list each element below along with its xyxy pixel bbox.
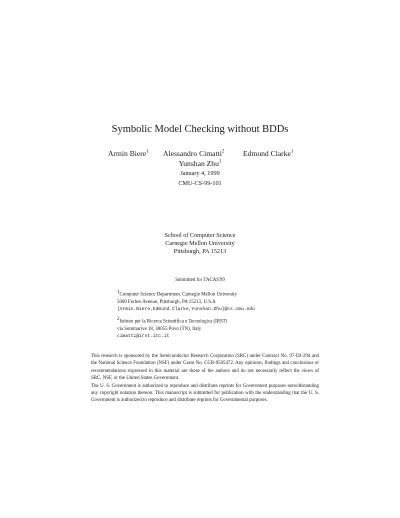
affiliation-1-text: Computer Science Department, Carnegie Mellon University xyxy=(119,292,238,298)
affiliation-1-sup: 1 xyxy=(117,290,120,295)
address-line-1: School of Computer Science xyxy=(164,232,236,239)
affiliation-2-line-2: via Sommarive 18, 38055 Povo (TN), Italy xyxy=(117,327,202,333)
author-1-name: Armin Biere xyxy=(108,149,147,158)
affiliation-2 xyxy=(117,316,337,341)
author-1-sup: 1 xyxy=(146,149,149,155)
affiliation-1-email: {Armin.Biere,Edmund.Clarke,Yunshan.Zhu}@cs.cmu.edu xyxy=(117,307,255,313)
affiliation-2-sup: 2 xyxy=(117,317,120,322)
affiliation-1 xyxy=(117,289,337,314)
report-id: CMU-CS-99-101 xyxy=(178,180,222,187)
affiliation-2-text: Istituto per la Ricerca Scientifica e Tecnologica (IRST) xyxy=(119,319,228,325)
address-line-3: Pittsburgh, PA 15213 xyxy=(173,248,227,255)
author-2-name: Alessandro Cimatti xyxy=(163,149,222,158)
funding-note-paragraph-2: The U. S. Government is authorized to reproduce and distribute reprints for Government purposes notwithstanding any copyright notation thereon. This manuscript is submitted for publication with the understanding that the U. S. Government is authorized to reproduce and distribute reprints for Governmental purposes. xyxy=(91,383,319,404)
author-4-sup: 1 xyxy=(218,159,222,165)
author-2-sup: 2 xyxy=(221,149,225,155)
affiliation-2-line-1 xyxy=(117,316,337,326)
affiliation-2-email: cimatti@irst.itc.it xyxy=(117,334,170,340)
affiliation-1-line-1 xyxy=(117,289,337,299)
author-4 xyxy=(0,159,400,168)
author-1 xyxy=(108,149,149,158)
funding-note-paragraph-1: This research is sponsored by the Semiconductor Research Corporation (SRC) under Contract No. 97-DJ-294 and the National Science Foundation (NSF) under Grant No. CCR-9505472. Any opinions, findings and conclusions or recommendations expressed in this material are those of the authors and do not necessarily reflect the views of SRC, NSF, or the United States Government. xyxy=(91,354,319,382)
funding-notes xyxy=(91,353,319,405)
author-4-name: Yunshan Zhu xyxy=(178,159,219,168)
address-line-2: Carnegie Mellon University xyxy=(165,240,235,247)
submission-note: Submitted for TACAS'99 xyxy=(175,278,225,283)
author-3 xyxy=(243,149,293,158)
author-2 xyxy=(163,149,224,158)
report-date: January 4, 1999 xyxy=(180,170,220,177)
author-3-sup: 1 xyxy=(290,149,294,155)
author-list xyxy=(0,149,400,159)
paper-title: Symbolic Model Checking without BDDs xyxy=(111,124,289,135)
affiliation-1-line-2: 5000 Forbes Avenue, Pittsburgh, PA 15213, U.S.A xyxy=(117,300,216,306)
author-3-name: Edmund Clarke xyxy=(243,149,291,158)
